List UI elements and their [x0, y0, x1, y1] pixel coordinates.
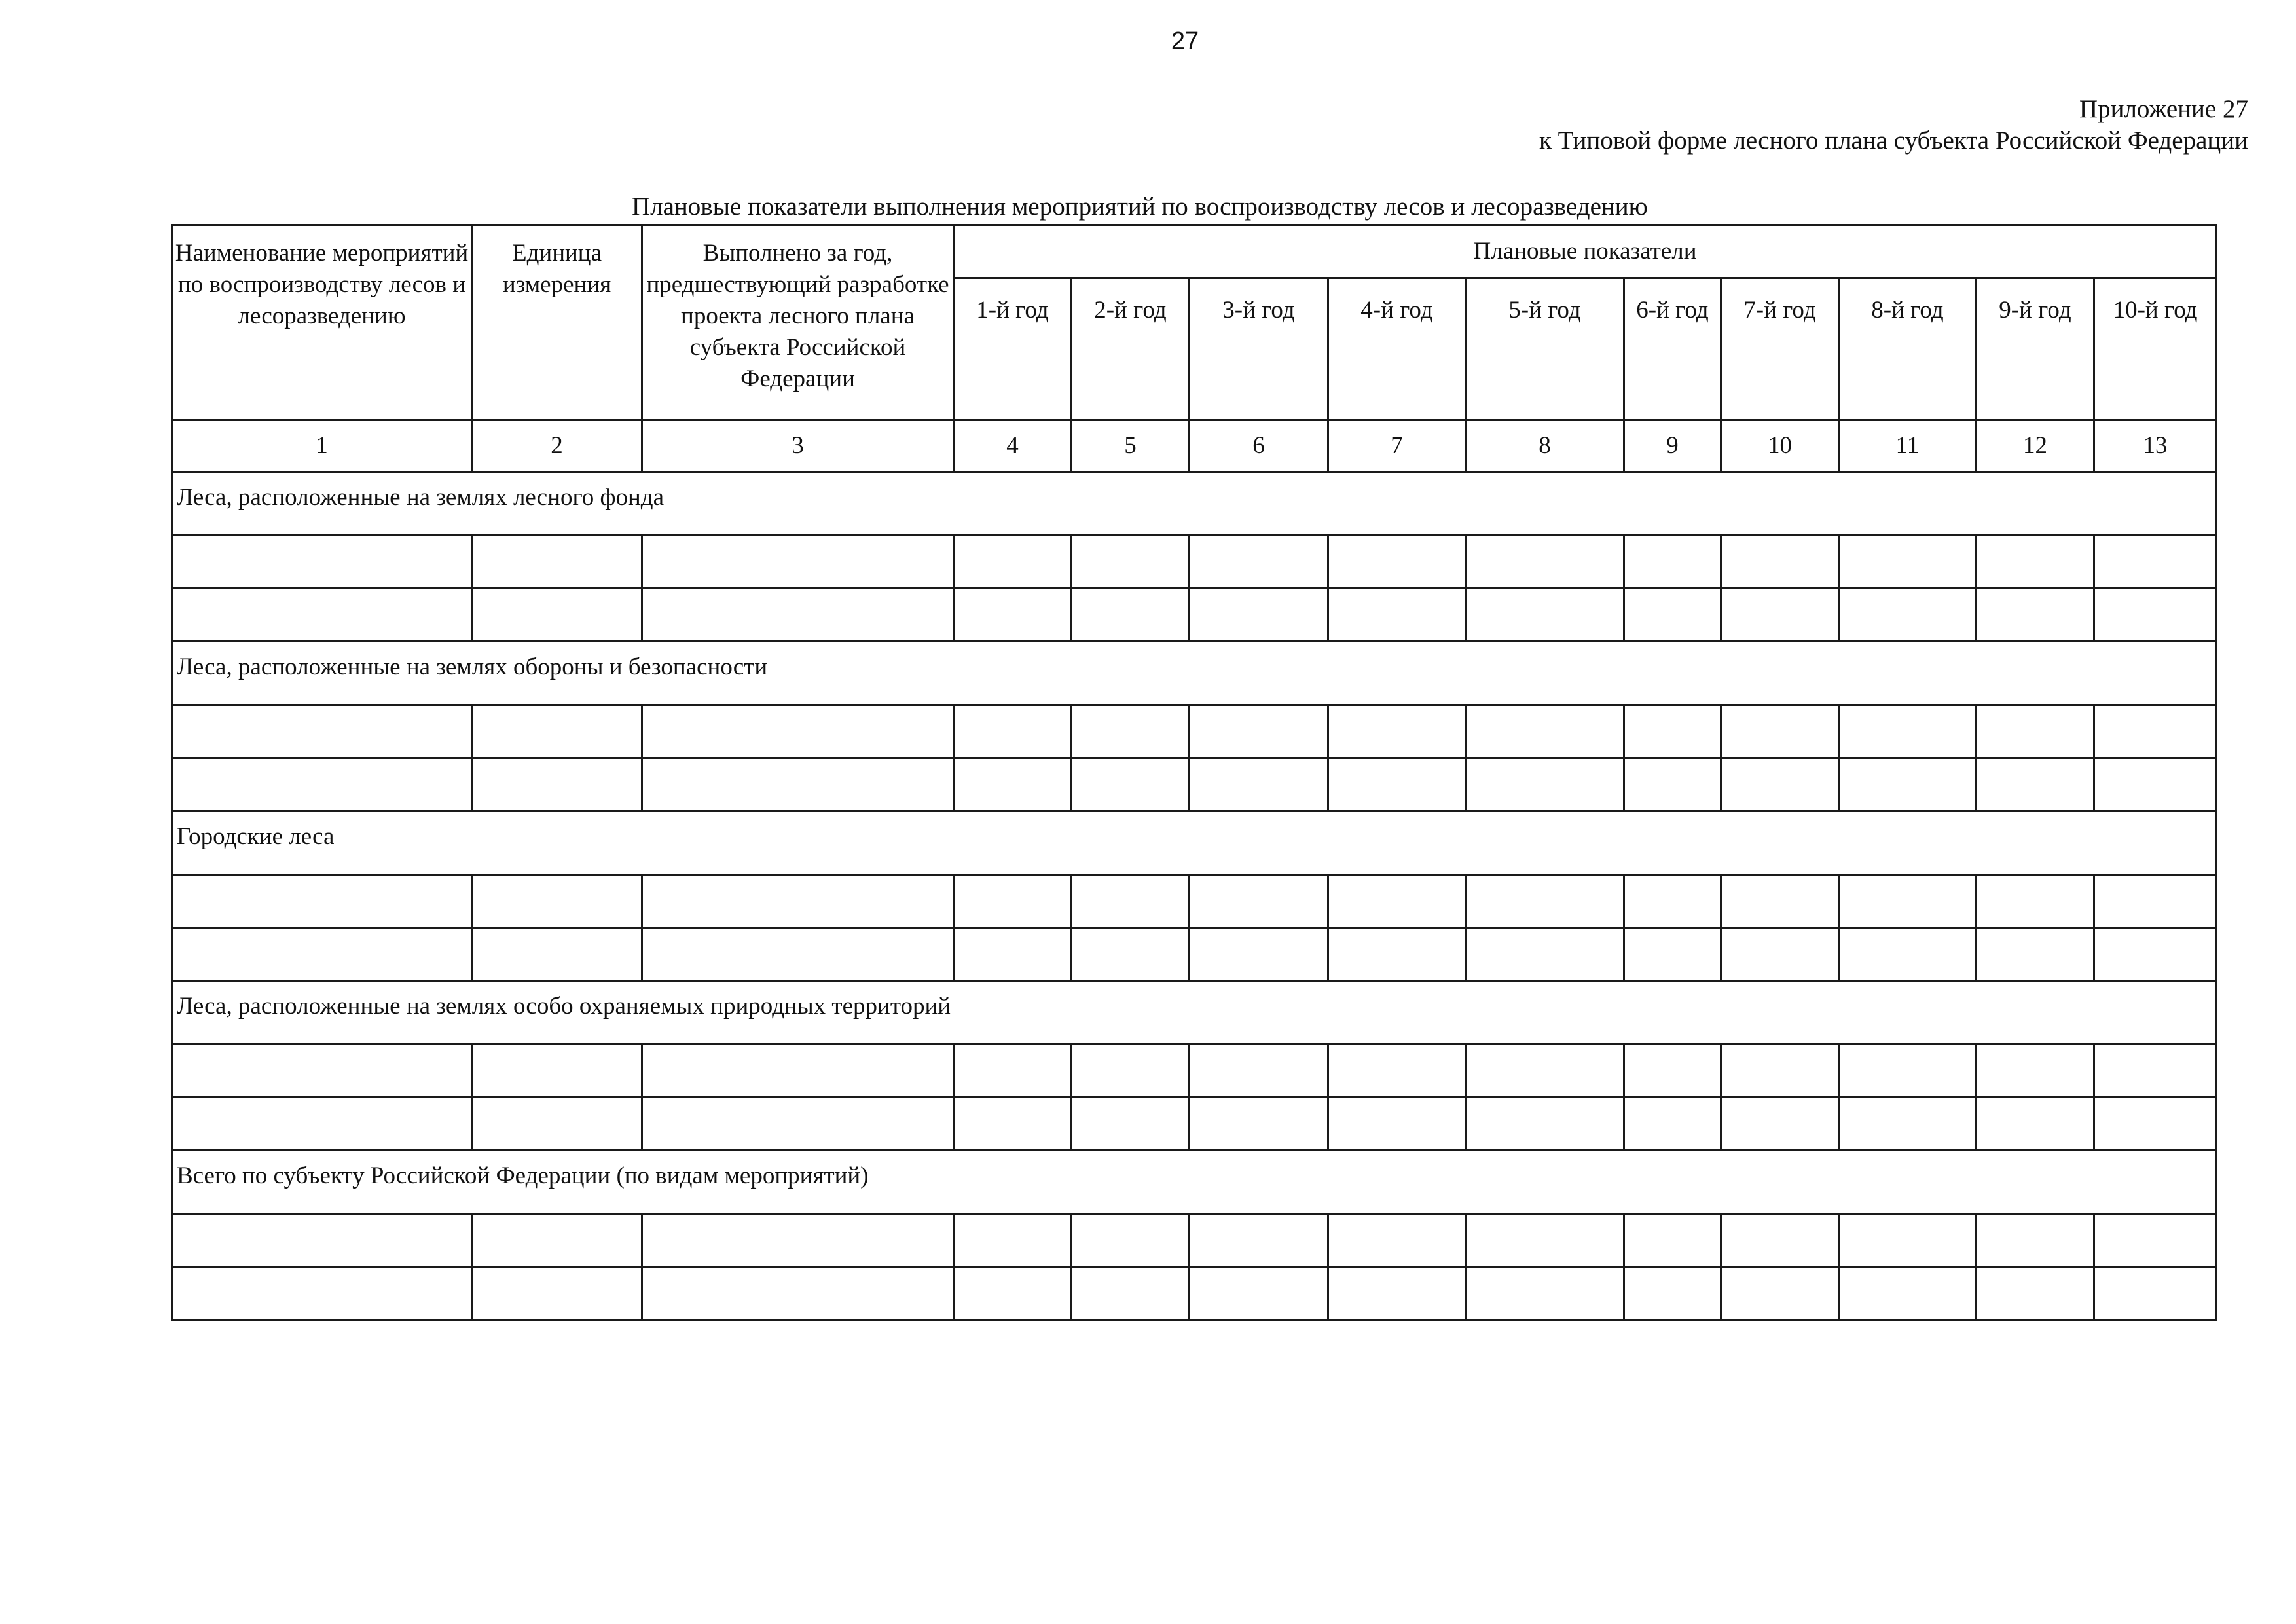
blank-entry-cell[interactable] [172, 536, 472, 589]
column-number: 11 [1839, 420, 1977, 472]
blank-entry-cell[interactable] [954, 875, 1072, 928]
column-number: 9 [1624, 420, 1721, 472]
blank-entry-cell[interactable] [1624, 758, 1721, 811]
blank-entry-cell[interactable] [2094, 875, 2217, 928]
header-previous-year-done: Выполнено за год, предшествующий разработке проекта лесного плана субъекта Российской Федерации [642, 225, 954, 420]
blank-entry-cell[interactable] [1977, 589, 2094, 642]
blank-entry-cell[interactable] [172, 875, 472, 928]
blank-entry-cell[interactable] [472, 928, 642, 981]
blank-entry-row [172, 1098, 2217, 1151]
section-title: Городские леса [172, 811, 2217, 875]
column-number: 13 [2094, 420, 2217, 472]
blank-entry-cell[interactable] [954, 1044, 1072, 1098]
blank-entry-cell[interactable] [1328, 536, 1466, 589]
blank-entry-row [172, 875, 2217, 928]
blank-entry-cell[interactable] [1190, 1098, 1328, 1151]
section-row [172, 811, 2217, 875]
header-year-4: 4-й год [1328, 278, 1466, 420]
blank-entry-cell[interactable] [172, 928, 472, 981]
blank-entry-cell[interactable] [1190, 875, 1328, 928]
blank-entry-cell[interactable] [1466, 928, 1624, 981]
blank-entry-cell[interactable] [1839, 1098, 1977, 1151]
blank-entry-cell[interactable] [1466, 705, 1624, 758]
section-row [172, 472, 2217, 536]
column-number: 2 [472, 420, 642, 472]
blank-entry-cell[interactable] [1072, 928, 1190, 981]
blank-entry-cell[interactable] [2094, 1214, 2217, 1267]
column-number: 7 [1328, 420, 1466, 472]
blank-entry-cell[interactable] [1721, 875, 1839, 928]
blank-entry-cell[interactable] [642, 1267, 954, 1320]
blank-entry-cell[interactable] [1721, 705, 1839, 758]
blank-entry-cell[interactable] [172, 1044, 472, 1098]
table-title: Плановые показатели выполнения мероприятий по воспроизводству лесов и лесоразведению [632, 193, 1648, 221]
blank-entry-cell[interactable] [1466, 875, 1624, 928]
blank-entry-cell[interactable] [172, 758, 472, 811]
blank-entry-cell[interactable] [172, 1214, 472, 1267]
blank-entry-cell[interactable] [472, 758, 642, 811]
blank-entry-row [172, 928, 2217, 981]
blank-entry-cell[interactable] [472, 1098, 642, 1151]
blank-entry-cell[interactable] [1977, 875, 2094, 928]
blank-entry-cell[interactable] [954, 1098, 1072, 1151]
blank-entry-cell[interactable] [1328, 1267, 1466, 1320]
blank-entry-cell[interactable] [954, 589, 1072, 642]
header-year-3: 3-й год [1190, 278, 1328, 420]
blank-entry-cell[interactable] [472, 1267, 642, 1320]
blank-entry-cell[interactable] [642, 1214, 954, 1267]
blank-entry-cell[interactable] [1977, 1267, 2094, 1320]
blank-entry-cell[interactable] [172, 705, 472, 758]
section-row [172, 1151, 2217, 1214]
appendix-caption [1539, 94, 2248, 157]
blank-entry-cell[interactable] [2094, 1044, 2217, 1098]
column-number: 3 [642, 420, 954, 472]
blank-entry-cell[interactable] [954, 1267, 1072, 1320]
blank-entry-cell[interactable] [1190, 589, 1328, 642]
blank-entry-cell[interactable] [954, 1214, 1072, 1267]
blank-entry-cell[interactable] [1328, 1044, 1466, 1098]
header-activity-name: Наименование мероприятий по воспроизводству лесов и лесоразведению [172, 225, 472, 420]
blank-entry-cell[interactable] [954, 928, 1072, 981]
blank-entry-cell[interactable] [472, 1044, 642, 1098]
column-number: 6 [1190, 420, 1328, 472]
blank-entry-cell[interactable] [642, 1044, 954, 1098]
column-number: 4 [954, 420, 1072, 472]
blank-entry-cell[interactable] [2094, 1267, 2217, 1320]
blank-entry-cell[interactable] [954, 758, 1072, 811]
blank-entry-cell[interactable] [1190, 928, 1328, 981]
blank-entry-cell[interactable] [1977, 758, 2094, 811]
blank-entry-cell[interactable] [1839, 928, 1977, 981]
blank-entry-cell[interactable] [1624, 928, 1721, 981]
column-number: 12 [1977, 420, 2094, 472]
blank-entry-cell[interactable] [1328, 875, 1466, 928]
blank-entry-cell[interactable] [1466, 758, 1624, 811]
blank-entry-row [172, 758, 2217, 811]
blank-entry-cell[interactable] [1072, 1098, 1190, 1151]
blank-entry-cell[interactable] [642, 589, 954, 642]
blank-entry-row [172, 705, 2217, 758]
blank-entry-cell[interactable] [1721, 589, 1839, 642]
blank-entry-cell[interactable] [1624, 875, 1721, 928]
plan-indicators-table [171, 224, 2217, 1321]
header-unit: Единица измерения [472, 225, 642, 420]
blank-entry-cell[interactable] [1839, 1044, 1977, 1098]
appendix-line-2: к Типовой форме лесного плана субъекта Российской Федерации [1539, 126, 2248, 155]
blank-entry-cell[interactable] [1072, 875, 1190, 928]
blank-entry-cell[interactable] [2094, 758, 2217, 811]
blank-entry-cell[interactable] [1721, 1098, 1839, 1151]
blank-entry-cell[interactable] [1328, 705, 1466, 758]
blank-entry-row [172, 536, 2217, 589]
table-body [172, 420, 2217, 1320]
blank-entry-row [172, 589, 2217, 642]
blank-entry-cell[interactable] [1190, 758, 1328, 811]
blank-entry-cell[interactable] [1466, 1267, 1624, 1320]
blank-entry-cell[interactable] [1839, 758, 1977, 811]
blank-entry-cell[interactable] [642, 1098, 954, 1151]
blank-entry-cell[interactable] [1072, 1044, 1190, 1098]
blank-entry-cell[interactable] [172, 589, 472, 642]
blank-entry-cell[interactable] [1721, 1267, 1839, 1320]
blank-entry-cell[interactable] [1328, 589, 1466, 642]
blank-entry-cell[interactable] [642, 536, 954, 589]
blank-entry-cell[interactable] [1624, 536, 1721, 589]
blank-entry-cell[interactable] [1721, 1044, 1839, 1098]
blank-entry-cell[interactable] [2094, 1098, 2217, 1151]
blank-entry-cell[interactable] [1624, 589, 1721, 642]
blank-entry-cell[interactable] [2094, 536, 2217, 589]
blank-entry-cell[interactable] [1072, 536, 1190, 589]
blank-entry-cell[interactable] [1328, 758, 1466, 811]
blank-entry-cell[interactable] [172, 1098, 472, 1151]
header-year-7: 7-й год [1721, 278, 1839, 420]
blank-entry-cell[interactable] [472, 705, 642, 758]
blank-entry-cell[interactable] [2094, 928, 2217, 981]
section-title: Леса, расположенные на землях особо охраняемых природных территорий [172, 981, 2217, 1044]
column-number: 5 [1072, 420, 1190, 472]
blank-entry-cell[interactable] [642, 705, 954, 758]
blank-entry-cell[interactable] [1721, 928, 1839, 981]
blank-entry-cell[interactable] [642, 758, 954, 811]
blank-entry-row [172, 1214, 2217, 1267]
blank-entry-cell[interactable] [954, 536, 1072, 589]
blank-entry-cell[interactable] [1839, 589, 1977, 642]
blank-entry-cell[interactable] [1624, 705, 1721, 758]
blank-entry-cell[interactable] [642, 875, 954, 928]
blank-entry-row [172, 1044, 2217, 1098]
appendix-line-1: Приложение 27 [2079, 95, 2248, 123]
blank-entry-cell[interactable] [1839, 875, 1977, 928]
blank-entry-cell[interactable] [2094, 705, 2217, 758]
blank-entry-cell[interactable] [1624, 1267, 1721, 1320]
blank-entry-cell[interactable] [1072, 1267, 1190, 1320]
section-title: Всего по субъекту Российской Федерации (по видам мероприятий) [172, 1151, 2217, 1214]
blank-entry-cell[interactable] [172, 1267, 472, 1320]
section-title: Леса, расположенные на землях обороны и безопасности [172, 642, 2217, 705]
blank-entry-cell[interactable] [2094, 589, 2217, 642]
blank-entry-cell[interactable] [1839, 705, 1977, 758]
blank-entry-cell[interactable] [1466, 589, 1624, 642]
column-number: 10 [1721, 420, 1839, 472]
blank-entry-cell[interactable] [642, 928, 954, 981]
section-row [172, 981, 2217, 1044]
blank-entry-cell[interactable] [1466, 536, 1624, 589]
blank-entry-cell[interactable] [1977, 705, 2094, 758]
blank-entry-cell[interactable] [1839, 536, 1977, 589]
blank-entry-cell[interactable] [1977, 1044, 2094, 1098]
blank-entry-cell[interactable] [1072, 758, 1190, 811]
blank-entry-cell[interactable] [1328, 928, 1466, 981]
blank-entry-cell[interactable] [1072, 1214, 1190, 1267]
header-year-8: 8-й год [1839, 278, 1977, 420]
blank-entry-cell[interactable] [1190, 536, 1328, 589]
blank-entry-cell[interactable] [1721, 1214, 1839, 1267]
header-year-9: 9-й год [1977, 278, 2094, 420]
page-number: 27 [1171, 28, 1199, 55]
header-year-5: 5-й год [1466, 278, 1624, 420]
blank-entry-cell[interactable] [954, 705, 1072, 758]
section-row [172, 642, 2217, 705]
blank-entry-cell[interactable] [1624, 1098, 1721, 1151]
header-row-top [172, 225, 2217, 278]
column-number: 1 [172, 420, 472, 472]
blank-entry-cell[interactable] [1190, 705, 1328, 758]
blank-entry-cell[interactable] [1072, 589, 1190, 642]
section-title: Леса, расположенные на землях лесного фонда [172, 472, 2217, 536]
blank-entry-cell[interactable] [1839, 1214, 1977, 1267]
column-number: 8 [1466, 420, 1624, 472]
blank-entry-cell[interactable] [1466, 1098, 1624, 1151]
blank-entry-cell[interactable] [1466, 1044, 1624, 1098]
header-year-2: 2-й год [1072, 278, 1190, 420]
column-numbers-row [172, 420, 2217, 472]
blank-entry-cell[interactable] [1721, 536, 1839, 589]
blank-entry-cell[interactable] [1977, 536, 2094, 589]
blank-entry-cell[interactable] [472, 536, 642, 589]
blank-entry-cell[interactable] [1721, 758, 1839, 811]
blank-entry-cell[interactable] [1190, 1267, 1328, 1320]
blank-entry-cell[interactable] [1977, 928, 2094, 981]
blank-entry-row [172, 1267, 2217, 1320]
blank-entry-cell[interactable] [1977, 1098, 2094, 1151]
blank-entry-cell[interactable] [1624, 1044, 1721, 1098]
header-year-6: 6-й год [1624, 278, 1721, 420]
blank-entry-cell[interactable] [472, 875, 642, 928]
blank-entry-cell[interactable] [1328, 1098, 1466, 1151]
header-year-10: 10-й год [2094, 278, 2217, 420]
blank-entry-cell[interactable] [1839, 1267, 1977, 1320]
header-year-1: 1-й год [954, 278, 1072, 420]
blank-entry-cell[interactable] [472, 1214, 642, 1267]
blank-entry-cell[interactable] [1328, 1214, 1466, 1267]
blank-entry-cell[interactable] [1190, 1214, 1328, 1267]
blank-entry-cell[interactable] [1190, 1044, 1328, 1098]
header-plan-indicators: Плановые показатели [954, 225, 2217, 278]
blank-entry-cell[interactable] [1624, 1214, 1721, 1267]
blank-entry-cell[interactable] [1977, 1214, 2094, 1267]
blank-entry-cell[interactable] [1072, 705, 1190, 758]
blank-entry-cell[interactable] [1466, 1214, 1624, 1267]
blank-entry-cell[interactable] [472, 589, 642, 642]
